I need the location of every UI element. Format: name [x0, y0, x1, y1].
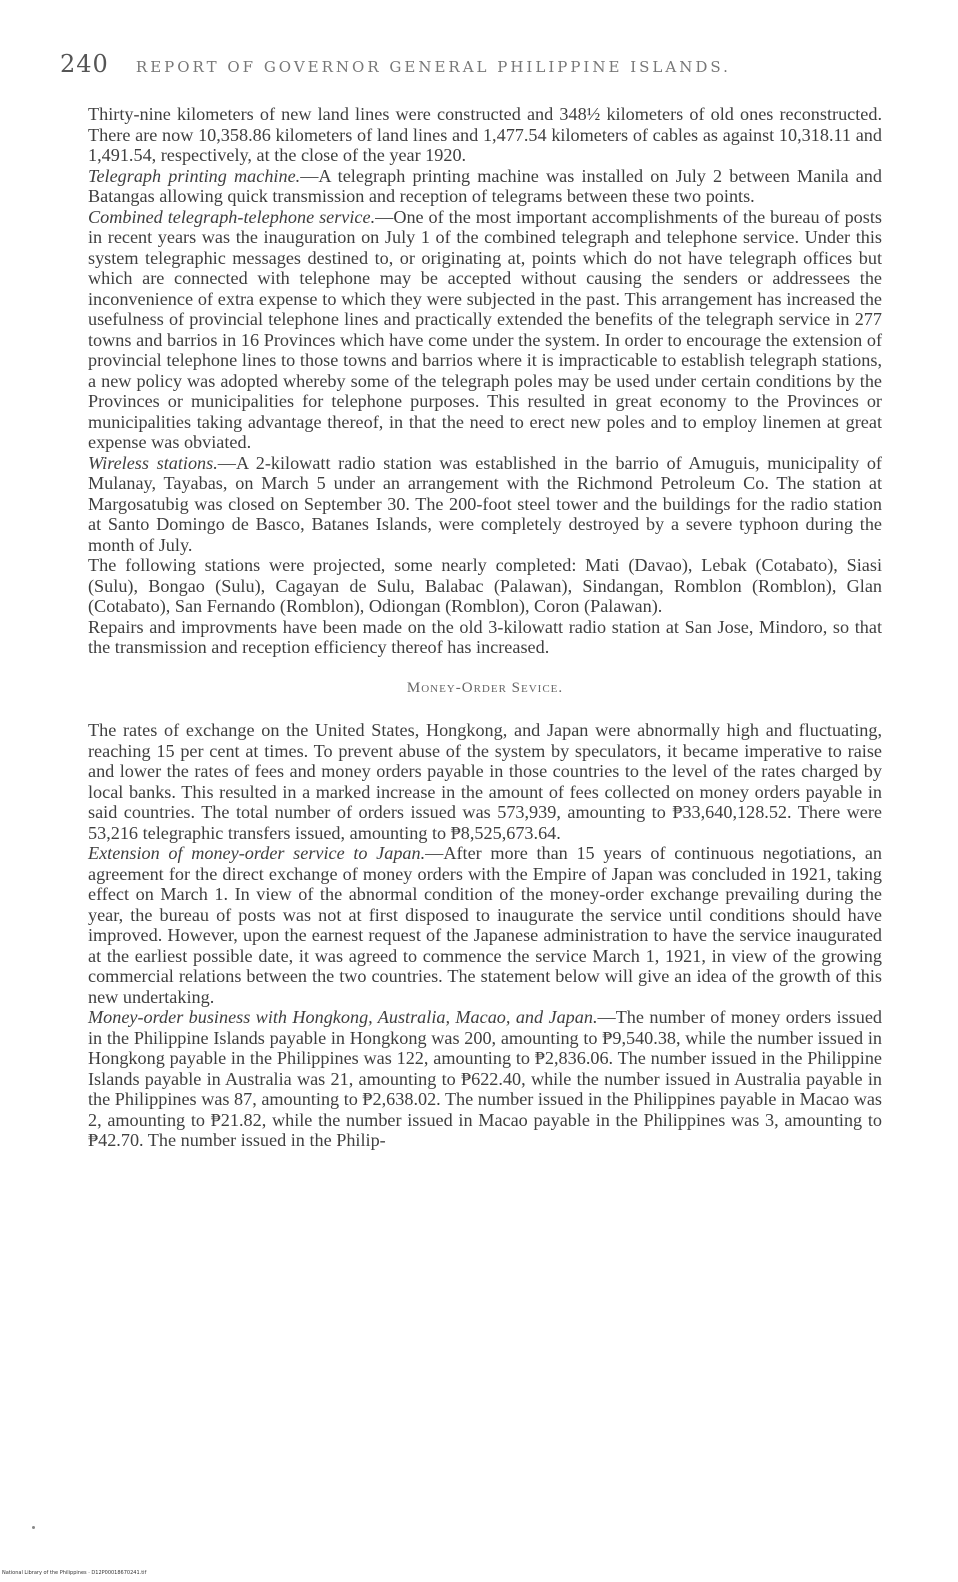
page-number: 240 [60, 50, 109, 78]
paragraph-heading: Wireless stations. [88, 452, 218, 473]
running-head: REPORT OF GOVERNOR GENERAL PHILIPPINE ISLANDS. [135, 58, 731, 76]
paragraph [88, 555, 882, 617]
paragraph-heading: Telegraph printing machine. [88, 165, 301, 186]
paragraph-text: —One of the most important accomplishments of the bureau of posts in recent years was the inauguration on July 1 of the combined telegraph and telephone service. Under this system telegraphic messages destined to, or originating at, points which do not have telegraph offices but which are connected with telephone may be accepted without causing the senders or addressees the inconvenience of extra expense to which they were subjected in the past. This arrangement has increased the usefulness of provincial telephone lines and practically extended the benefits of the telegraph service in 277 towns and barrios in 16 Provinces which have come under the system. In order to encourage the extension of provincial telephone lines to those towns and barrios where it is impracticable to establish telegraph stations, a new policy was adopted whereby some of the telegraph poles may be used under certain conditions by the Provinces or municipalities for telephone purposes. This resulted in great economy to the Provinces or municipalities taking advantage thereof, in that the need to erect new poles and to employ linemen at great expense was obviated. [88, 206, 882, 452]
section-heading: Money-Order Sevice. [406, 679, 564, 696]
paragraph-heading: Combined telegraph-telephone service. [88, 206, 376, 227]
paragraph [88, 207, 882, 453]
paragraph-text: The rates of exchange on the United States, Hongkong, and Japan were abnormally high and fluctuating, reaching 15 per cent at times. To prevent abuse of the system by speculators, it became imperative to raise and lower the rates of fees and money orders payable in those countries to the level of the rates charged by local banks. This resulted in a marked increase in the amount of fees collected on money orders payable in said countries. The total number of orders issued was 573,939, amounting to ₱33,640,128.52. There were 53,216 telegraphic transfers issued, amounting to ₱8,525,673.64. [88, 720, 882, 843]
paragraph-text: The following stations were projected, some nearly completed: Mati (Davao), Lebak (Cotabato), Siasi (Sulu), Bongao (Sulu), Cagayan de Sulu, Balabac (Palawan), Sindangan, Romblon (Romblon), Glan (Cotabato), San Fernando (Romblon), Odiongan (Romblon), Coron (Palawan). [88, 555, 882, 616]
page-header [60, 50, 900, 80]
paragraph [88, 617, 882, 658]
paragraph-heading: Extension of money-order service to Japan. [88, 843, 426, 863]
paragraph [88, 453, 882, 556]
paragraph [88, 1007, 882, 1151]
paragraph [88, 166, 882, 207]
paragraph-heading: Money-order business with Hongkong, Australia, Macao, and Japan. [88, 1007, 598, 1027]
ink-speck [32, 1526, 35, 1529]
paragraph-text: —A 2-kilowatt radio station was established in the barrio of Amuguis, municipality of Mulanay, Tayabas, on March 5 under an arrangement with the Richmond Petroleum Co. The station at Margosatubig was closed on September 30. The 200-foot steel tower and the buildings for the radio station at Santo Domingo de Basco, Batanes Islands, were completely destroyed by a severe typhoon during the month of July. [88, 452, 882, 555]
paragraph-text: —The number of money orders issued in the Philippine Islands payable in Hongkong was 200, amounting to ₱9,540.38, while the number issued in Hongkong payable in the Philippines was 122, amounting to ₱2,836.06. The number issued in the Philippine Islands payable in Australia was 21, amounting to ₱622.40, while the number issued in Australia payable in the Philippines was 87, amounting to ₱2,638.02. The number issued in the Philippines payable in Macao was 2, amounting to ₱21.82, while the number issued in Macao payable in the Philippines was 3, amounting to ₱42.70. The number issued in the Philip- [88, 1007, 882, 1150]
paragraph-text: —A telegraph printing machine was installed on July 2 between Manila and Batangas allowing quick transmission and reception of telegrams between these two points. [88, 165, 882, 206]
body-text [88, 104, 882, 1151]
paragraph [88, 843, 882, 1007]
paragraph-text: Repairs and improvments have been made on the old 3-kilowatt radio station at San Jose, Mindoro, so that the transmission and reception efficiency thereof has increased. [88, 616, 882, 657]
paragraph-text: Thirty-nine kilometers of new land lines were constructed and 348½ kilometers of old ones reconstructed. There are now 10,358.86 kilometers of land lines and 1,477.54 kilometers of cables as against 10,318.11 and 1,491.54, respectively, at the close of the year 1920. [88, 104, 882, 165]
footer-credit: National Library of the Philippines · D12P00018670241.tif [2, 1570, 147, 1576]
paragraph [88, 720, 882, 843]
paragraph-text: —After more than 15 years of continuous negotiations, an agreement for the direct exchange of money orders with the Empire of Japan was concluded in 1921, taking effect on March 1. In view of the abnormal condition of the money-order exchange prevailing during the year, the bureau of posts was not at first disposed to inaugurate the service until conditions should have improved. However, upon the earnest request of the Japanese administration to have the service inaugurated at the earliest possible date, it was agreed to commence the service March 1, 1921, in view of the growing commercial relations between the two countries. The statement below will give an idea of the growth of this new undertaking. [88, 843, 882, 1007]
paragraph [88, 104, 882, 166]
